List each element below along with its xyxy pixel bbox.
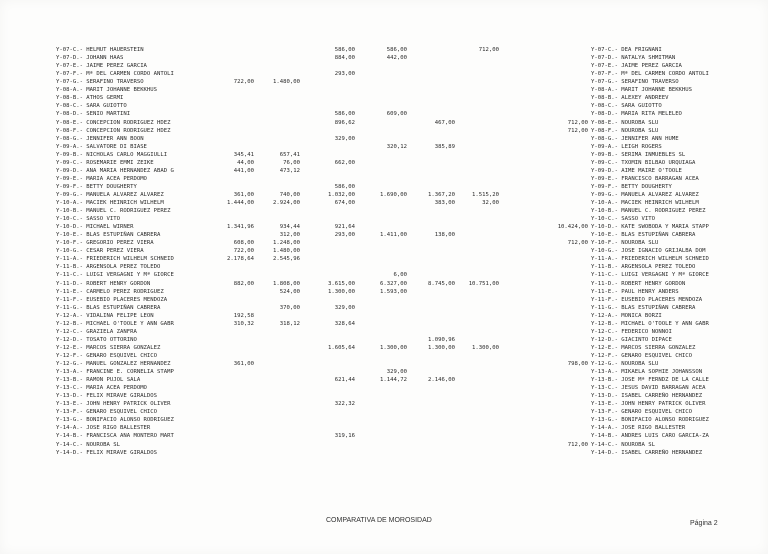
row-label: Y-07-G.- SERAFINO TRAVERSO xyxy=(56,79,144,86)
right-label: Y-14-A.- JOSE RIGO BALLESTER xyxy=(591,425,686,432)
row-label: Y-11-B.- ARGENSOLA PEREZ TOLEDO xyxy=(56,264,161,271)
right-label: Y-07-G.- SERAFINO TRAVERSO xyxy=(591,79,679,86)
right-label: Y-10-A.- MACIEK HEINRICH WILHELM xyxy=(591,200,699,206)
amount-col-1: 1.444,00 xyxy=(227,200,254,206)
right-label: Y-12-B.- MICHAEL O'TOOLE Y ANN GABR xyxy=(591,320,709,327)
right-label: Y-12-D.- GIACINTO DIPACE xyxy=(591,336,672,343)
amount-col-5: 383,00 xyxy=(434,200,455,206)
row-label: Y-10-C.- SASSO VITO xyxy=(56,216,120,223)
amount-col-4: 586,00 xyxy=(386,47,407,53)
amount-col-2: 1.480,00 xyxy=(273,248,300,255)
amount-col-1: 361,00 xyxy=(233,191,254,198)
row-label: Y-10-D.- MICHAEL WIRNER xyxy=(56,224,134,231)
amount-col-3: 896,62 xyxy=(334,119,355,126)
amount-col-4: 1.593,00 xyxy=(380,288,407,295)
amount-col-4: 1.144,72 xyxy=(380,377,407,384)
amount-col-5: 2.146,00 xyxy=(428,377,455,384)
row-label: Y-07-C.- HELMUT HAUERSTEIN xyxy=(56,47,144,53)
amount-col-2: 657,41 xyxy=(279,151,300,158)
row-label: Y-12-G.- MANUEL GONZALEZ HERNANDEZ xyxy=(56,361,171,367)
amount-col-1: 345,41 xyxy=(233,151,254,158)
right-amount: 10.424,00 xyxy=(557,224,588,231)
right-label: Y-09-B.- SERIMA INMUEBLES SL xyxy=(591,151,686,158)
right-label: Y-09-D.- AIME MAIRE O'TOOLE xyxy=(591,167,682,174)
row-label: Y-08-D.- SENIO MARTINI xyxy=(56,111,131,118)
amount-col-3: 621,44 xyxy=(334,377,355,384)
right-label: Y-13-F.- GENARO ESQUIVEL CHICO xyxy=(591,409,693,416)
row-label: Y-08-A.- MARIT JOHANNE BEKKHUS xyxy=(56,87,158,94)
right-label: Y-10-C.- SASSO VITO xyxy=(591,216,655,223)
right-label: Y-12-A.- MONICA BORZI xyxy=(591,312,662,319)
amount-col-3: 674,00 xyxy=(334,200,355,206)
amount-col-4: 609,00 xyxy=(386,111,407,118)
right-label: Y-09-G.- MANUELA ALVAREZ ALVAREZ xyxy=(591,191,699,198)
row-label: Y-14-D.- FELIX MIRAVE GIRALDOS xyxy=(56,449,158,456)
right-amount: 712,00 xyxy=(567,240,588,247)
row-label: Y-10-E.- BLAS ESTUPIÑAN CABRERA xyxy=(56,232,161,239)
right-label: Y-10-B.- MANUEL C. RODRIGUEZ PEREZ xyxy=(591,208,706,214)
amount-col-3: 319,16 xyxy=(334,433,355,440)
amount-col-3: 586,00 xyxy=(334,183,355,190)
row-label: Y-14-B.- FRANCISCA ANA MONTERO MART xyxy=(56,433,174,440)
right-label: Y-12-E.- MARCOS SIERRA GONZALEZ xyxy=(591,344,696,351)
amount-col-4: 442,00 xyxy=(386,55,407,61)
amount-col-2: 2.545,96 xyxy=(273,256,300,263)
row-label: Y-11-A.- FRIEDERICH WILHELM SCHNEID xyxy=(56,256,174,263)
right-label: Y-13-B.- JOSE Mª FERNDZ DE LA CALLE xyxy=(591,377,709,384)
row-label: Y-10-G.- CESAR PEREZ VIERA xyxy=(56,248,144,255)
row-label: Y-11-E.- CARMELO PEREZ RODRIGUEZ xyxy=(56,288,164,295)
page-number: Página 2 xyxy=(690,520,718,527)
right-label: Y-13-G.- BONIFACIO ALONSO RODRIGUEZ xyxy=(591,417,709,424)
row-label: Y-09-D.- ANA MARIA HERNANDEZ ABAD G xyxy=(56,167,174,174)
row-label: Y-14-C.- NOUROBA SL xyxy=(56,441,120,448)
row-label: Y-12-B.- MICHAEL O'TOOLE Y ANN GABR xyxy=(56,320,174,327)
amount-col-1: 722,00 xyxy=(233,248,254,255)
amount-col-4: 1.300,00 xyxy=(380,344,407,351)
amount-col-3: 3.615,00 xyxy=(328,280,355,287)
amount-col-6: 1.300,00 xyxy=(472,344,499,351)
amount-col-3: 293,00 xyxy=(334,232,355,239)
right-label: Y-10-D.- KATE SWOBODA Y MARIA STAPP xyxy=(591,224,709,231)
amount-col-1: 361,00 xyxy=(233,361,254,367)
right-label: Y-08-A.- MARIT JOHANNE BEKKHUS xyxy=(591,87,693,94)
amount-col-6: 1.515,20 xyxy=(472,191,499,198)
right-label: Y-08-F.- NOUROBA SLU xyxy=(591,127,659,134)
right-label: Y-07-C.- DEA FRIGNANI xyxy=(591,47,662,53)
row-label: Y-11-F.- EUSEBIO PLACERES MENDOZA xyxy=(56,296,168,303)
amount-col-3: 1.032,00 xyxy=(328,191,355,198)
amount-col-3: 1.605,64 xyxy=(328,344,355,351)
row-label: Y-07-E.- JAIME PEREZ GARCIA xyxy=(56,63,147,70)
amount-col-1: 2.178,64 xyxy=(227,256,254,263)
amount-col-5: 385,89 xyxy=(434,143,455,150)
row-label: Y-09-C.- ROSEMARIE EMMI ZEIKE xyxy=(56,159,154,166)
amount-col-3: 329,00 xyxy=(334,304,355,311)
amount-col-3: 1.300,00 xyxy=(328,288,355,295)
amount-col-6: 10.751,00 xyxy=(468,280,499,287)
row-label: Y-12-F.- GENARO ESQUIVEL CHICO xyxy=(56,352,158,359)
row-label: Y-09-F.- BETTY DOUGHERTY xyxy=(56,183,137,190)
row-label: Y-13-B.- RAMON PUJOL SALA xyxy=(56,377,141,384)
row-label: Y-08-E.- CONCEPCION RODRIGUEZ HDEZ xyxy=(56,119,171,126)
row-label: Y-13-C.- MARIA ACEA PERDOMO xyxy=(56,385,147,392)
right-label: Y-12-C.- FEDERICO NONNOI xyxy=(591,328,672,335)
right-label: Y-11-D.- ROBERT HENRY GORDON xyxy=(591,280,686,287)
right-label: Y-10-E.- BLAS ESTUPIÑAN CABRERA xyxy=(591,232,696,239)
right-label: Y-11-F.- EUSEBIO PLACERES MENDOZA xyxy=(591,296,703,303)
right-label: Y-09-F.- BETTY DOUGHERTY xyxy=(591,183,672,190)
amount-col-3: 662,00 xyxy=(334,159,355,166)
right-label: Y-10-G.- JOSE IGNACIO GRIJALBA DOM xyxy=(591,248,706,255)
amount-col-1: 722,00 xyxy=(233,79,254,86)
amount-col-2: 740,00 xyxy=(279,191,300,198)
row-label: Y-08-B.- ATHOS GERMI xyxy=(56,95,124,102)
table-row xyxy=(0,449,768,458)
row-label: Y-09-G.- MANUELA ALVAREZ ALVAREZ xyxy=(56,191,164,198)
amount-col-2: 2.924,00 xyxy=(273,200,300,206)
right-label: Y-12-F.- GENARO ESQUIVEL CHICO xyxy=(591,352,693,359)
amount-col-6: 32,00 xyxy=(482,200,499,206)
amount-col-5: 467,00 xyxy=(434,119,455,126)
row-label: Y-13-F.- GENARO ESQUIVEL CHICO xyxy=(56,409,158,416)
row-label: Y-14-A.- JOSE RIGO BALLESTER xyxy=(56,425,151,432)
right-label: Y-07-F.- Mª DEL CARMEN CORDO ANTOLI xyxy=(591,71,709,78)
amount-col-4: 320,12 xyxy=(386,143,407,150)
row-label: Y-10-F.- GREGORIO PEREZ VIERA xyxy=(56,240,154,247)
amount-col-3: 329,00 xyxy=(334,135,355,142)
amount-col-1: 882,00 xyxy=(233,280,254,287)
row-label: Y-09-E.- MARIA ACEA PERDOMO xyxy=(56,175,147,182)
row-label: Y-09-B.- NICHOLAS CARLO MAGGIULLI xyxy=(56,151,168,158)
right-label: Y-10-F.- NOUROBA SLU xyxy=(591,240,659,247)
right-label: Y-09-E.- FRANCISCO BARRAGAN ACEA xyxy=(591,175,699,182)
amount-col-2: 370,00 xyxy=(279,304,300,311)
amount-col-2: 524,00 xyxy=(279,288,300,295)
right-amount: 712,00 xyxy=(567,119,588,126)
row-label: Y-10-A.- MACIEK HEINRICH WILHELM xyxy=(56,200,164,206)
right-label: Y-14-B.- ANDRES LUIS CARO GARCIA-ZA xyxy=(591,433,709,440)
right-label: Y-08-G.- JENNIFER ANN HUME xyxy=(591,135,679,142)
amount-col-1: 310,32 xyxy=(233,320,254,327)
report-title: COMPARATIVA DE MOROSIDAD xyxy=(326,517,432,524)
amount-col-5: 1.090,96 xyxy=(428,336,455,343)
row-label: Y-08-G.- JENNIFER ANN BOON xyxy=(56,135,144,142)
row-label: Y-08-C.- SARA GUIOTTO xyxy=(56,103,127,110)
amount-col-4: 1.411,00 xyxy=(380,232,407,239)
amount-col-2: 1.808,00 xyxy=(273,280,300,287)
amount-col-1: 44,00 xyxy=(237,159,254,166)
row-label: Y-13-D.- FELIX MIRAVE GIRALDOS xyxy=(56,393,158,400)
amount-col-3: 328,64 xyxy=(334,320,355,327)
right-label: Y-13-C.- JESUS DAVID BARRAGAN ACEA xyxy=(591,385,706,392)
row-label: Y-09-A.- SALVATORE DI BIASE xyxy=(56,143,147,150)
right-label: Y-07-D.- NATALYA SHMITMAN xyxy=(591,55,676,61)
right-label: Y-08-E.- NOUROBA SLU xyxy=(591,119,659,126)
row-label: Y-12-E.- MARCOS SIERRA GONZALEZ xyxy=(56,344,161,351)
row-label: Y-13-E.- JOHN HENRY PATRICK OLIVER xyxy=(56,401,171,408)
amount-col-2: 76,00 xyxy=(283,159,300,166)
amount-col-2: 318,12 xyxy=(279,320,300,327)
amount-col-3: 586,00 xyxy=(334,111,355,118)
right-label: Y-13-D.- ISABEL CARREÑO HERNANDEZ xyxy=(591,393,703,400)
amount-col-3: 586,00 xyxy=(334,47,355,53)
right-label: Y-08-D.- MARIA RITA MELELEO xyxy=(591,111,682,118)
amount-col-4: 1.690,00 xyxy=(380,191,407,198)
right-amount: 712,00 xyxy=(567,127,588,134)
amount-col-5: 8.745,00 xyxy=(428,280,455,287)
amount-col-6: 712,00 xyxy=(478,47,499,53)
amount-col-3: 921,64 xyxy=(334,224,355,231)
amount-col-2: 1.248,00 xyxy=(273,240,300,247)
row-label: Y-11-D.- ROBERT HENRY GORDON xyxy=(56,280,151,287)
right-label: Y-14-D.- ISABEL CARREÑO HERNANDEZ xyxy=(591,449,703,456)
amount-col-2: 934,44 xyxy=(279,224,300,231)
amount-col-1: 192,58 xyxy=(233,312,254,319)
amount-col-3: 293,00 xyxy=(334,71,355,78)
right-label: Y-07-E.- JAIME PEREZ GARCIA xyxy=(591,63,682,70)
amount-col-4: 6.327,00 xyxy=(380,280,407,287)
amount-col-5: 1.300,00 xyxy=(428,344,455,351)
right-label: Y-13-E.- JOHN HENRY PATRICK OLIVER xyxy=(591,401,706,408)
amount-col-4: 6,00 xyxy=(393,272,407,279)
right-label: Y-12-G.- NOUROBA SLU xyxy=(591,361,659,367)
amount-col-1: 608,00 xyxy=(233,240,254,247)
row-label: Y-08-F.- CONCEPCION RODRIGUEZ HDEZ xyxy=(56,127,171,134)
amount-col-2: 473,12 xyxy=(279,167,300,174)
row-label: Y-12-D.- TOSATO OTTORINO xyxy=(56,336,137,343)
right-label: Y-11-E.- PAUL HENRY ANDERS xyxy=(591,288,679,295)
right-amount: 712,00 xyxy=(567,441,588,448)
row-label: Y-11-G.- BLAS ESTUPIÑAN CABRERA xyxy=(56,304,161,311)
amount-col-1: 1.341,96 xyxy=(227,224,254,231)
amount-col-4: 329,00 xyxy=(386,369,407,375)
row-label: Y-12-A.- VIDALINA FELIPE LEON xyxy=(56,312,154,319)
right-label: Y-09-A.- LEIGH ROGERS xyxy=(591,143,662,150)
right-label: Y-09-C.- TXOMIN BILBAO URQUIAGA xyxy=(591,159,696,166)
right-label: Y-14-C.- NOUROBA SL xyxy=(591,441,655,448)
right-label: Y-11-C.- LUIGI VERGAGNI Y Mª GIORCE xyxy=(591,272,709,279)
right-label: Y-08-C.- SARA GUIOTTO xyxy=(591,103,662,110)
amount-col-2: 1.480,00 xyxy=(273,79,300,86)
row-label: Y-07-F.- Mª DEL CARMEN CORDO ANTOLI xyxy=(56,71,174,78)
amount-col-5: 1.367,20 xyxy=(428,191,455,198)
amount-col-3: 322,32 xyxy=(334,401,355,408)
row-label: Y-11-C.- LUIGI VERGAGNI Y Mª GIORCE xyxy=(56,272,174,279)
amount-col-2: 312,00 xyxy=(279,232,300,239)
amount-col-3: 884,00 xyxy=(334,55,355,61)
amount-col-1: 441,00 xyxy=(233,167,254,174)
amount-col-5: 138,00 xyxy=(434,232,455,239)
row-label: Y-10-B.- MANUEL C. RODRIGUEZ PEREZ xyxy=(56,208,171,214)
right-label: Y-11-B.- ARGENSOLA PEREZ TOLEDO xyxy=(591,264,696,271)
row-label: Y-07-D.- JOHANN HAAS xyxy=(56,55,124,61)
right-label: Y-08-B.- ALEXEY ANDREEV xyxy=(591,95,669,102)
right-label: Y-13-A.- MIKAELA SOPHIE JOHANSSON xyxy=(591,369,703,375)
right-label: Y-11-A.- FRIEDERICH WILHELM SCHNEID xyxy=(591,256,709,263)
row-label: Y-12-C.- GRAZIELA ZANFRA xyxy=(56,328,137,335)
right-amount: 798,00 xyxy=(567,361,588,367)
right-label: Y-11-G.- BLAS ESTUPIÑAN CABRERA xyxy=(591,304,696,311)
row-label: Y-13-G.- BONIFACIO ALONSO RODRIGUEZ xyxy=(56,417,174,424)
row-label: Y-13-A.- FRANCINE E. CORNELIA STAMP xyxy=(56,369,174,375)
